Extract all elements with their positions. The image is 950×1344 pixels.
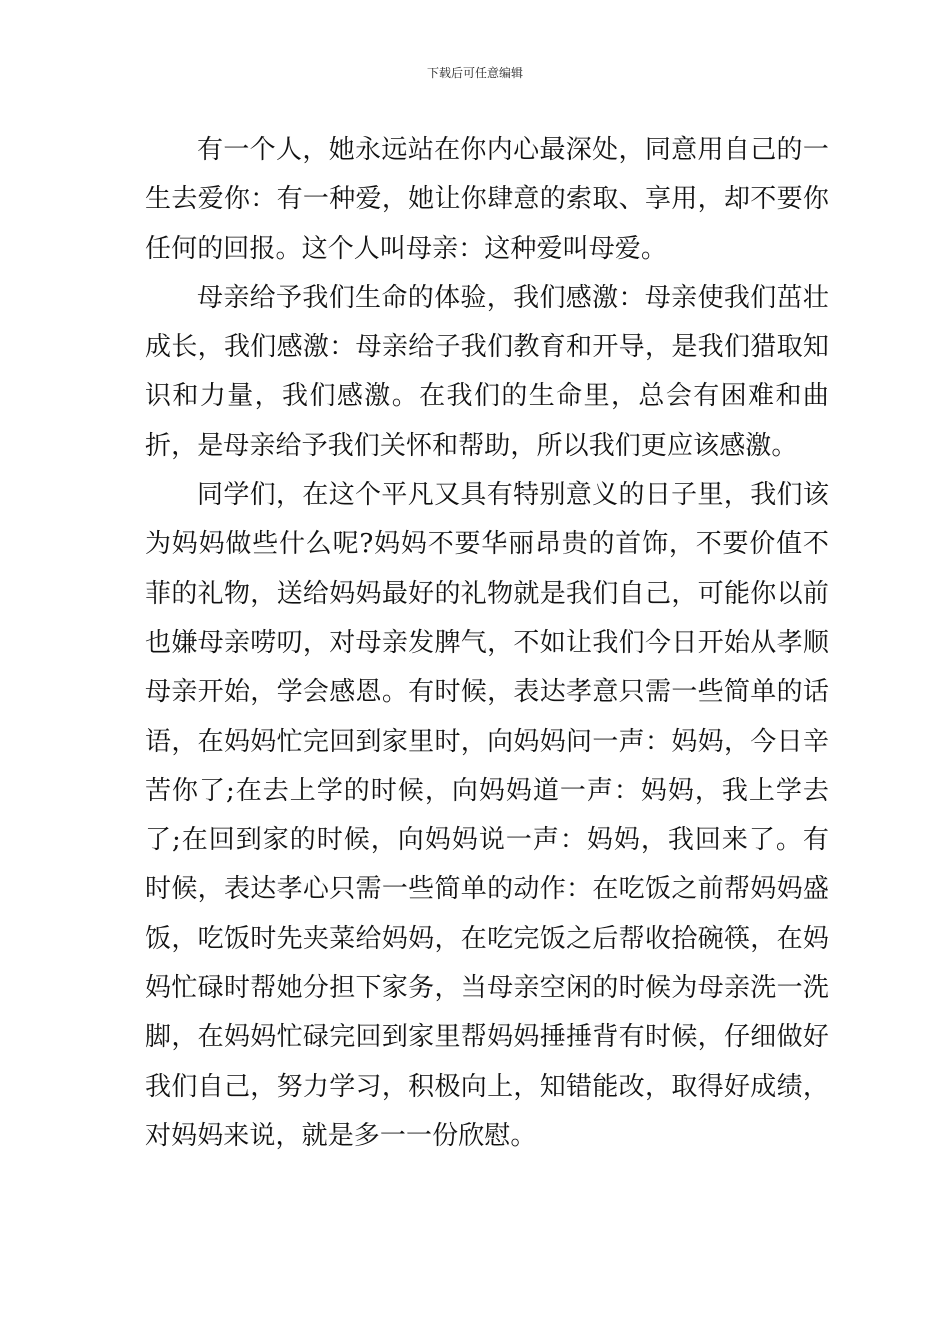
page-header: 下载后可任意编辑: [426, 66, 523, 80]
paragraph-3: 同学们，在这个平凡又具有特别意义的日子里，我们该为妈妈做些什么呢?妈妈不要华丽昂贵的首饰，不要价值不菲的礼物，送给妈妈最好的礼物就是我们自己，可能你以前也嫌母亲唠叨，对母亲发脾气，不如让我们今日开始从孝顺母亲开始，学会感恩。有时候，表达孝意只需一些简单的话语，在妈妈忙完回到家里时，向妈妈问一声：妈妈，今日辛苦你了;在去上学的时候，向妈妈道一声：妈妈，我上学去了;在回到家的时候，向妈妈说一声：妈妈，我回来了。有时候，表达孝心只需一些简单的动作：在吃饭之前帮妈妈盛饭，吃饭时先夹菜给妈妈，在吃完饭之后帮收拾碗筷，在妈妈忙碌时帮她分担下家务，当母亲空闲的时候为母亲洗一洗脚，在妈妈忙碌完回到家里帮妈妈捶捶背有时候，仔细做好我们自己，努力学习，积极向上，知错能改，取得好成绩，对妈妈来说，就是多一一份欣慰。: [145, 480, 829, 1151]
paragraph-1: 有一个人，她永远站在你内心最深处，同意用自己的一生去爱你：有一种爱，她让你肆意的索取、享用，却不要你任何的回报。这个人叫母亲：这种爱叫母爱。: [145, 135, 829, 264]
paragraph-2: 母亲给予我们生命的体验，我们感激：母亲使我们茁壮成长，我们感激：母亲给子我们教育和开导，是我们猎取知识和力量，我们感激。在我们的生命里，总会有困难和曲折，是母亲给予我们关怀和帮助，所以我们更应该感激。: [145, 282, 829, 461]
document-body: [145, 126, 829, 1161]
